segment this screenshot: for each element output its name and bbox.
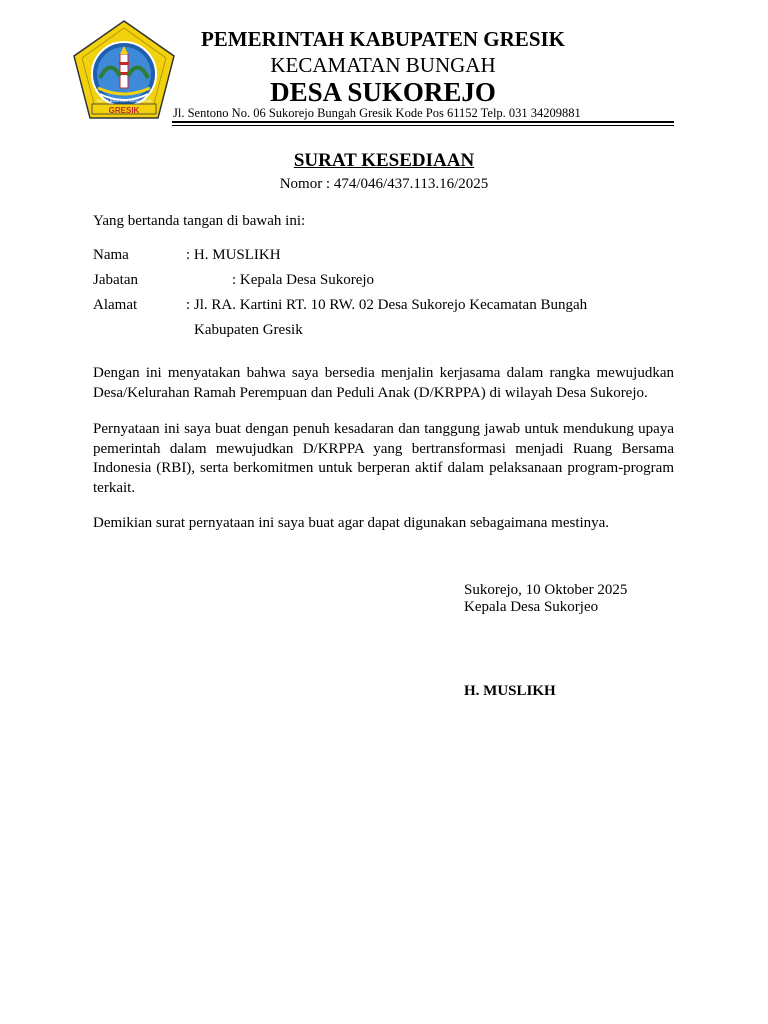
field-label-name: Nama	[93, 247, 129, 263]
intro-text: Yang bertanda tangan di bawah ini:	[93, 213, 306, 229]
letterhead-divider-thin	[172, 125, 674, 126]
body-paragraph-2: Pernyataan ini saya buat dengan penuh kesadaran dan tanggung jawab untuk mendukung upaya pemerintah dalam mewujudkan D/KRPPA yang bertransformasi menjadi Ruang Bersama Indonesia (RBI), serta berkomitmen untuk berperan aktif dalam pelaksanaan program-program terkait.	[93, 421, 674, 496]
signature-place-date: Sukorejo, 10 Oktober 2025	[464, 582, 628, 598]
letterhead-government: PEMERINTAH KABUPATEN GRESIK	[200, 27, 566, 51]
letterhead-divider-thick	[172, 121, 674, 123]
field-value-name: : H. MUSLIKH	[186, 247, 281, 263]
signature-name: H. MUSLIKH	[464, 683, 556, 699]
letterhead-address: Jl. Sentono No. 06 Sukorejo Bungah Gresik Kode Pos 61152 Telp. 031 34209881	[173, 106, 581, 120]
field-label-address: Alamat	[93, 297, 138, 313]
letter-title: SURAT KESEDIAAN	[293, 150, 475, 171]
field-value-address-line1: : Jl. RA. Kartini RT. 10 RW. 02 Desa Sukorejo Kecamatan Bungah	[186, 297, 588, 313]
letter-number: Nomor : 474/046/437.113.16/2025	[279, 176, 489, 192]
svg-text:GRESIK: GRESIK	[108, 106, 140, 115]
signature-role: Kepala Desa Sukorjeo	[464, 599, 599, 615]
field-label-position: Jabatan	[93, 272, 138, 288]
closing-paragraph: Demikian surat pernyataan ini saya buat agar dapat digunakan sebagaimana mestinya.	[93, 515, 610, 531]
svg-text:SATYA BINA KERTARAHARJA: SATYA BINA KERTARAHARJA	[96, 98, 152, 103]
field-value-position: : Kepala Desa Sukorejo	[232, 272, 375, 288]
letterhead-village: DESA SUKOREJO	[270, 77, 496, 107]
body-paragraph-1: Dengan ini menyatakan bahwa saya bersedia menjalin kerjasama dalam rangka mewujudkan Desa/Kelurahan Ramah Perempuan dan Peduli Anak (D/KRPPA) di wilayah Desa Sukorejo.	[93, 365, 674, 401]
field-value-address-line2: Kabupaten Gresik	[194, 322, 303, 338]
letterhead-district: KECAMATAN BUNGAH	[270, 53, 496, 77]
